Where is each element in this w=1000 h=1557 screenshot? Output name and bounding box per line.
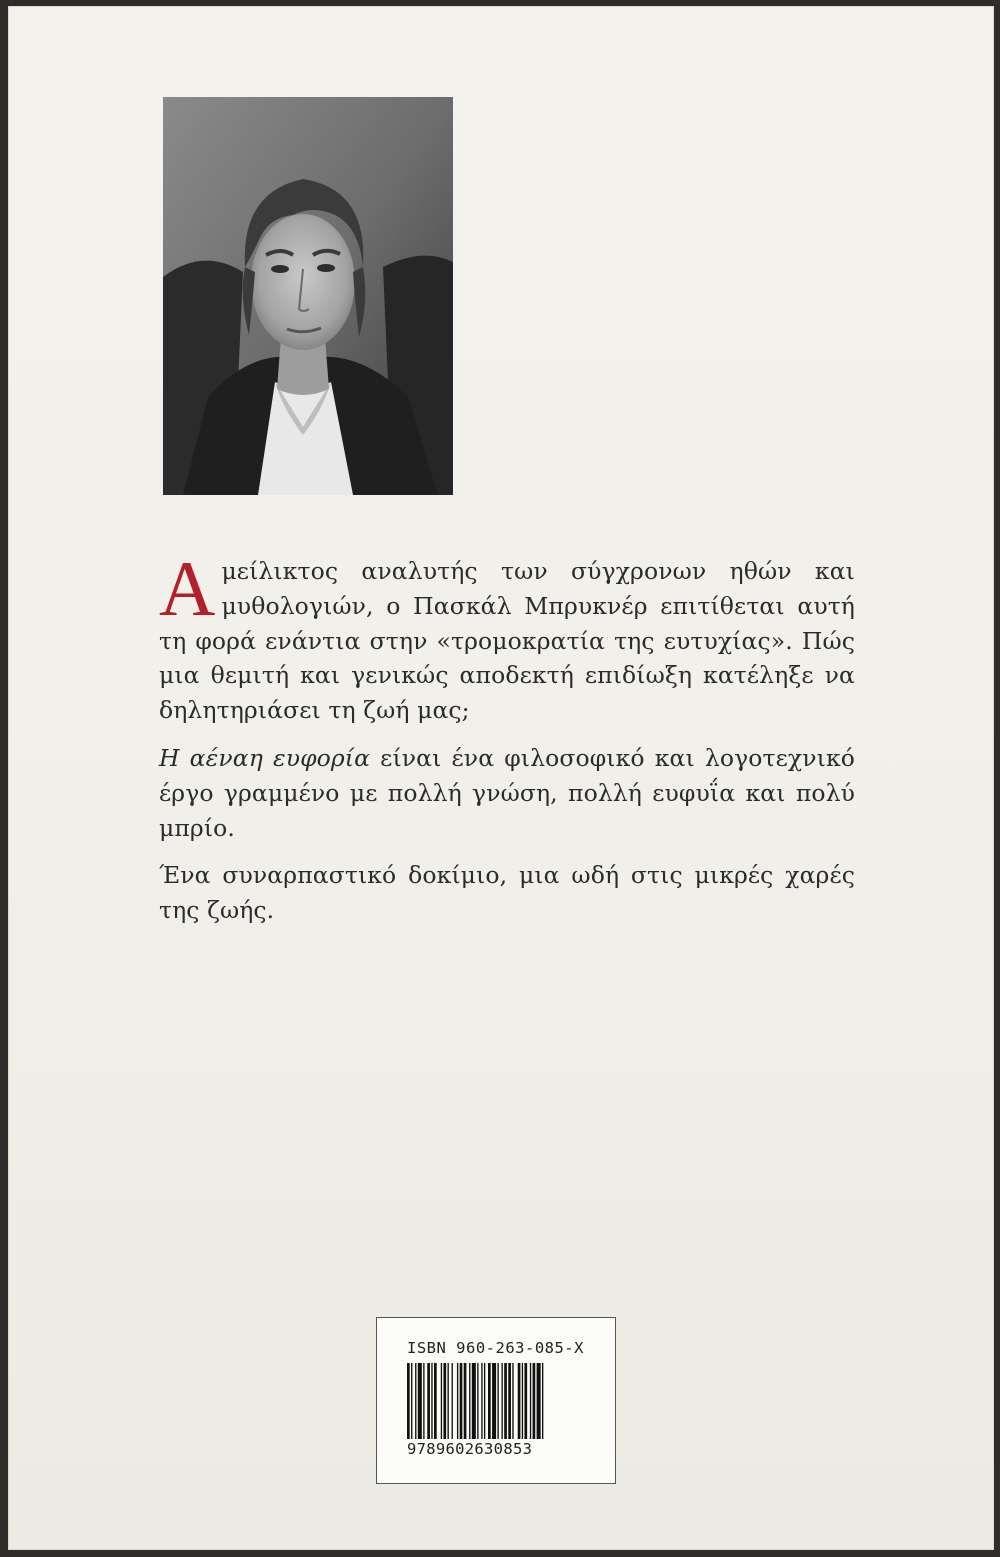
barcode-icon bbox=[407, 1363, 587, 1439]
blurb-paragraph-3: Ένα συναρπαστικό δοκίμιο, μια ωδή στις μικρές χαρές της ζωής. bbox=[159, 861, 855, 925]
isbn-barcode-box bbox=[376, 1317, 616, 1484]
back-cover-blurb bbox=[159, 545, 855, 941]
blurb-paragraph-2 bbox=[159, 741, 855, 845]
book-title-italic: Η αέναη ευφορία bbox=[159, 743, 371, 772]
blurb-paragraph-2-text: είναι ένα φιλοσοφικό και λογοτεχνικό έργο γραμμένο με πολλή γνώση, πολλή ευφυΐα και πολύ μπρίο. bbox=[159, 743, 855, 842]
isbn-label: ISBN 960-263-085-X bbox=[407, 1339, 584, 1357]
book-back-cover bbox=[8, 6, 994, 1550]
author-photo bbox=[163, 97, 453, 495]
ean-number: 9789602630853 bbox=[407, 1440, 533, 1458]
blurb-paragraph-1 bbox=[159, 545, 855, 728]
blurb-paragraph-1-text: μείλικτος αναλυτής των σύγχρονων ηθών και μυθολογιών, ο Πασκάλ Μπρυκνέρ επιτίθεται αυτή τη φορά ενάντια στην «τρομοκρατία της ευτυχίας». Πώς μια θεμιτή και γενικώς αποδεκτή επιδίωξη κατέληξε να δηλητηριάσει τη ζωή μας; bbox=[159, 557, 855, 725]
drop-cap-letter: Α bbox=[159, 545, 216, 632]
